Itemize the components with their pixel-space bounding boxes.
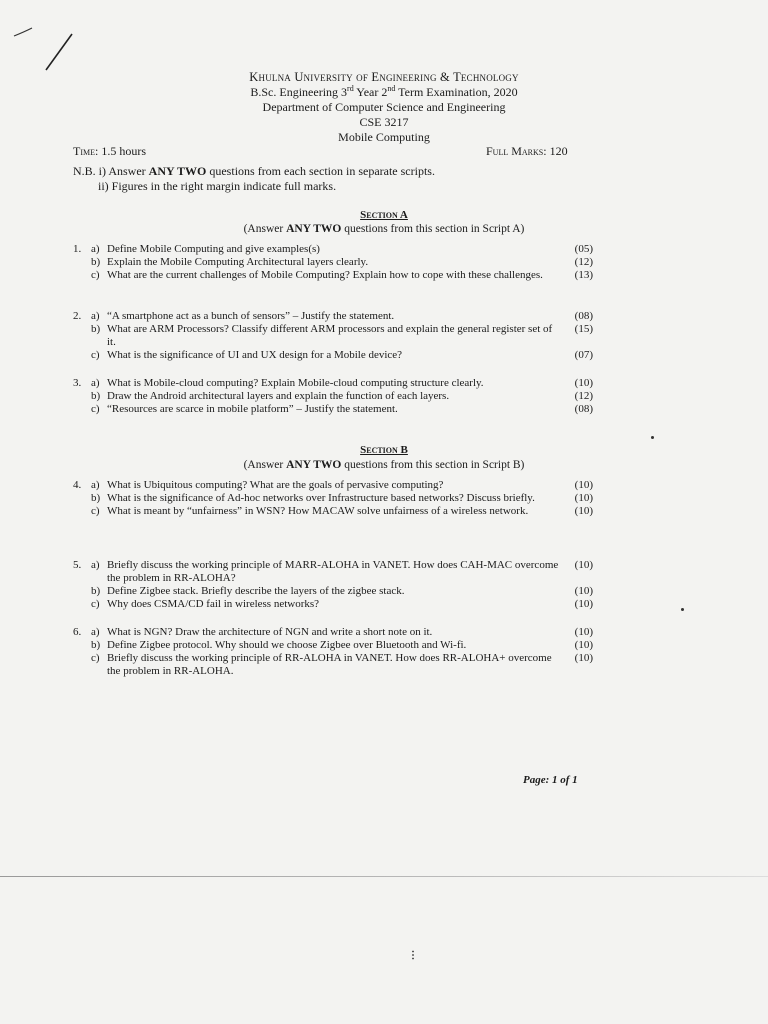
course-name: Mobile Computing [338,130,430,144]
department: Department of Computer Science and Engineering [262,100,506,114]
question-part: b) Define Zigbee protocol. Why should we choose Zigbee over Bluetooth and Wi-fi. (10) [91,639,593,651]
section-b-title: Section B [360,444,408,456]
question-part: 3. a) What is Mobile-cloud computing? Explain Mobile-cloud computing structure clearly. (10) [73,377,593,389]
page-number: Page: 1 of 1 [523,774,578,786]
exam-title: B.Sc. Engineering 3rd Year 2nd Term Examination, 2020 [250,84,518,99]
course-code: CSE 3217 [359,115,409,129]
question-part: 4. a) What is Ubiquitous computing? What are the goals of pervasive computing? (10) [73,479,593,491]
scan-speck [681,608,684,611]
scan-dots-mark [412,950,414,960]
question-part: c) What is meant by “unfairness” in WSN? How MACAW solve unfairness of a wireless network. (10) [91,505,593,517]
question-3 [73,377,593,416]
exam-time: Time: 1.5 hours [73,144,146,158]
full-marks: Full Marks: 120 [486,144,568,158]
question-6 [73,626,593,678]
question-part: b) Explain the Mobile Computing Architectural layers clearly. (12) [91,256,593,268]
question-part: 5. a) Briefly discuss the working principle of MARR-ALOHA in VANET. How does CAH-MAC overcome the problem in RR-ALOHA? (10) [73,559,593,584]
question-1 [73,243,593,282]
pen-stroke-mark [10,22,80,72]
question-part: b) What are ARM Processors? Classify different ARM processors and explain the general register set of it. (15) [91,323,593,348]
question-part: c) What are the current challenges of Mobile Computing? Explain how to cope with these challenges. (13) [91,269,593,281]
instruction-line-2: ii) Figures in the right margin indicate full marks. [98,178,337,193]
question-part: c) What is the significance of UI and UX design for a Mobile device? (07) [91,349,593,361]
question-4 [73,479,593,518]
question-5 [73,559,593,611]
question-part: 1. a) Define Mobile Computing and give examples(s) (05) [73,243,593,255]
section-b-instruction: (Answer ANY TWO questions from this section in Script B) [243,459,525,471]
scan-divider-line [0,876,768,877]
question-part: c) Briefly discuss the working principle of RR-ALOHA in VANET. How does RR-ALOHA+ overcome the problem in RR-ALOHA. (10) [91,652,593,677]
question-part: b) What is the significance of Ad-hoc networks over Infrastructure based networks? Discuss briefly. (10) [91,492,593,504]
instruction-line-1: N.B. i) Answer ANY TWO questions from each section in separate scripts. [73,164,435,178]
question-part: b) Draw the Android architectural layers and explain the function of each layers. (12) [91,390,593,402]
question-2 [73,310,593,362]
section-a-instruction: (Answer ANY TWO questions from this section in Script A) [243,223,525,235]
instructions [73,164,593,193]
question-part: c) “Resources are scarce in mobile platform” – Justify the statement. (08) [91,403,593,415]
university-name: Khulna University of Engineering & Technology [249,70,519,84]
question-part: b) Define Zigbee stack. Briefly describe the layers of the zigbee stack. (10) [91,585,593,597]
scan-speck [651,436,654,439]
question-part: 2. a) “A smartphone act as a bunch of sensors” – Justify the statement. (08) [73,310,593,322]
question-part: c) Why does CSMA/CD fail in wireless networks? (10) [91,598,593,610]
section-a-title: Section A [360,209,408,221]
question-part: 6. a) What is NGN? Draw the architecture of NGN and write a short note on it. (10) [73,626,593,638]
